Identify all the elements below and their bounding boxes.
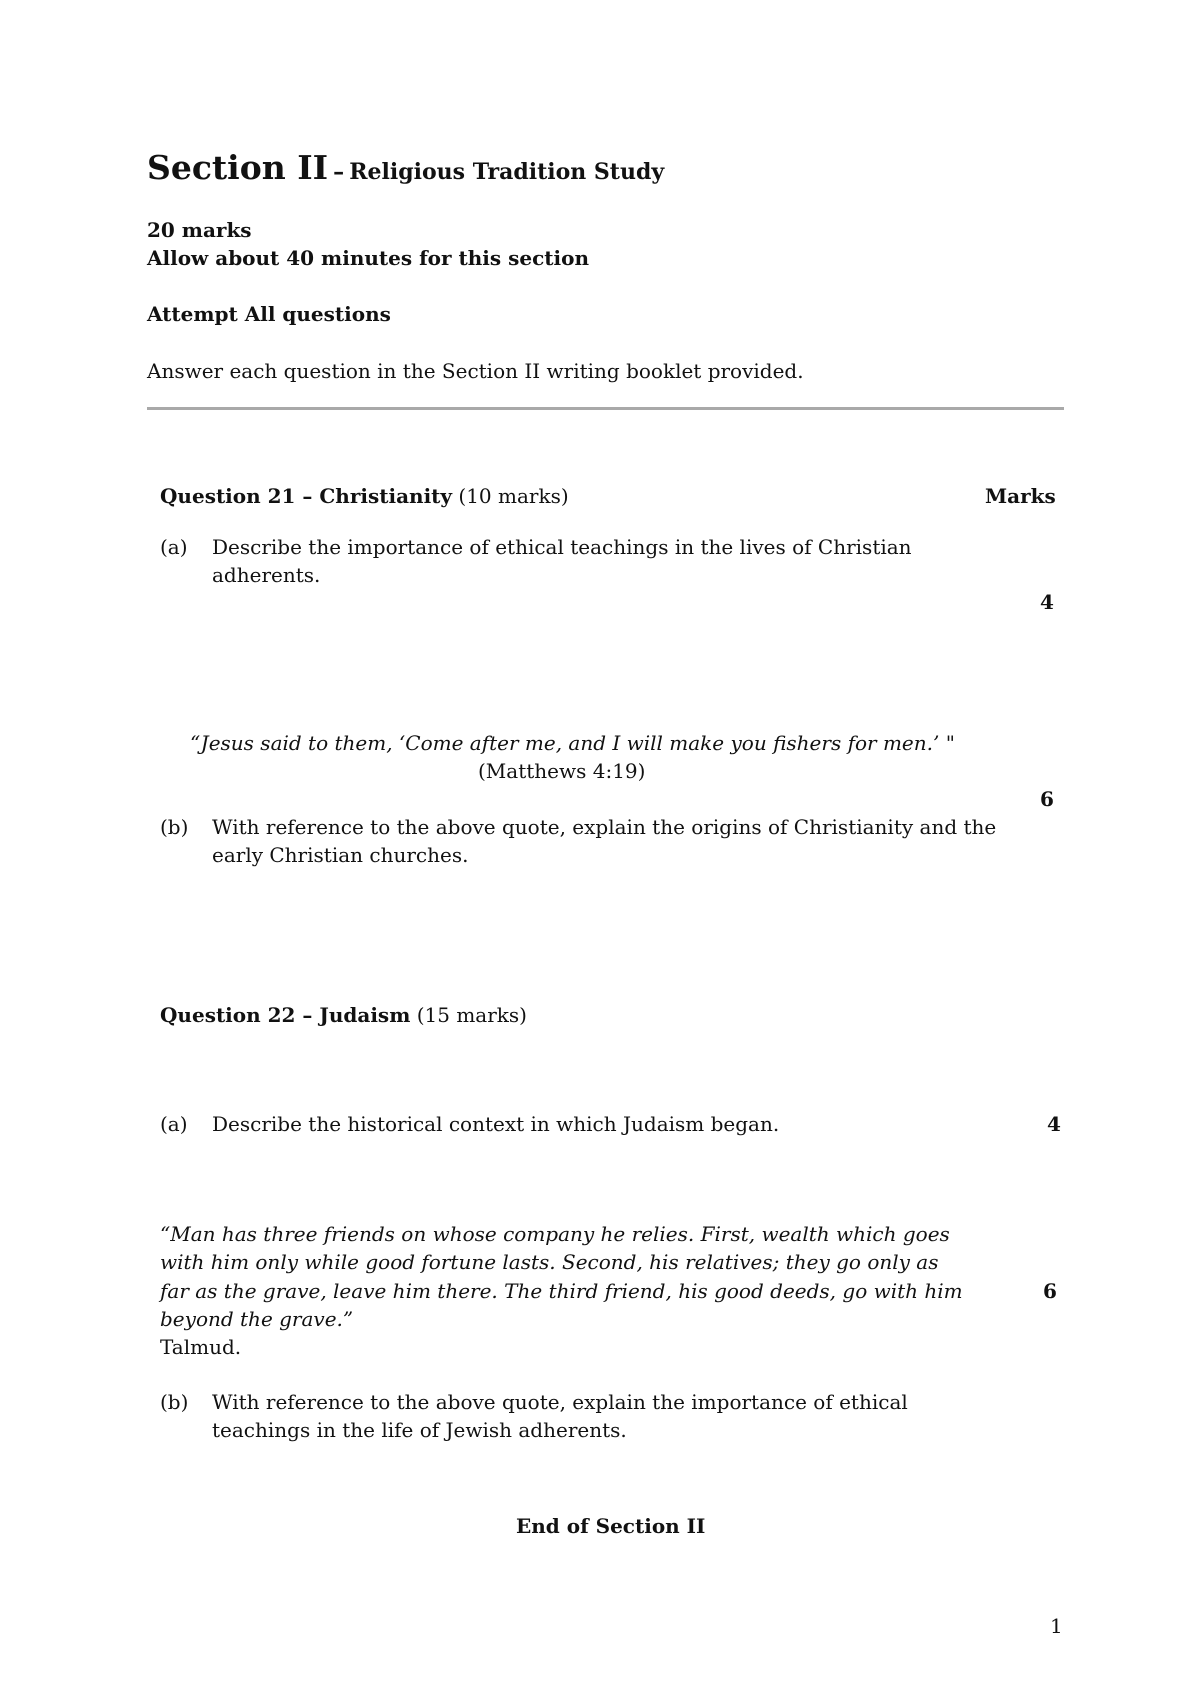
marks-column-heading: Marks xyxy=(985,484,1056,508)
section-time: Allow about 40 minutes for this section xyxy=(147,246,590,270)
q22-heading xyxy=(160,1001,527,1029)
answer-instruction: Answer each question in the Section II writing booklet provided. xyxy=(147,359,804,383)
section-subtitle: Religious Tradition Study xyxy=(349,159,665,185)
section-marks: 20 marks xyxy=(147,218,252,242)
q22b-text-line1: With reference to the above quote, explain the importance of ethical xyxy=(212,1390,908,1414)
q21-title: Question 21 – Christianity xyxy=(160,484,453,508)
q22a-text: Describe the historical context in which Judaism began. xyxy=(212,1112,780,1136)
q21-marks-note: (10 marks) xyxy=(458,484,569,508)
q22-quote-line3: far as the grave, leave him there. The third friend, his good deeds, go with him xyxy=(160,1279,963,1303)
header-divider xyxy=(147,407,1064,410)
q21-quote-source: (Matthews 4:19) xyxy=(478,759,646,783)
end-of-section: End of Section II xyxy=(516,1514,706,1538)
q21a-text-line2: adherents. xyxy=(212,563,321,587)
q21b-text-line2: early Christian churches. xyxy=(212,843,469,867)
q21b-label: (b) xyxy=(160,815,189,839)
q22-title: Question 22 – Judaism xyxy=(160,1003,411,1027)
q21a-label: (a) xyxy=(160,535,188,559)
attempt-instruction: Attempt All questions xyxy=(147,302,391,326)
q22-quote-line1: “Man has three friends on whose company he relies. First, wealth which goes xyxy=(160,1222,950,1246)
q21b-marks: 6 xyxy=(1040,787,1054,811)
q21a-text-line1: Describe the importance of ethical teachings in the lives of Christian xyxy=(212,535,912,559)
section-dash: – xyxy=(333,159,345,185)
q22b-label: (b) xyxy=(160,1390,189,1414)
q22a-marks: 4 xyxy=(1047,1112,1061,1136)
q21b-text-line1: With reference to the above quote, explain the origins of Christianity and the xyxy=(212,815,997,839)
q22a-label: (a) xyxy=(160,1112,188,1136)
q22b-text-line2: teachings in the life of Jewish adherents. xyxy=(212,1418,627,1442)
section-heading: Section II xyxy=(147,148,329,187)
section-title xyxy=(147,148,664,188)
q22-quote-line2: with him only while good fortune lasts. Second, his relatives; they go only as xyxy=(160,1250,939,1274)
q21a-marks: 4 xyxy=(1040,590,1054,614)
q22-quote-source: Talmud. xyxy=(160,1335,242,1359)
page-number: 1 xyxy=(1050,1614,1063,1638)
q22-quote-line4: beyond the grave.” xyxy=(160,1307,354,1331)
q22-marks-note: (15 marks) xyxy=(416,1003,527,1027)
q22b-marks: 6 xyxy=(1043,1279,1057,1303)
q21-quote-text: “Jesus said to them, ‘Come after me, and I will make you fishers for men.’ " xyxy=(190,731,955,755)
q21-heading xyxy=(160,482,569,510)
